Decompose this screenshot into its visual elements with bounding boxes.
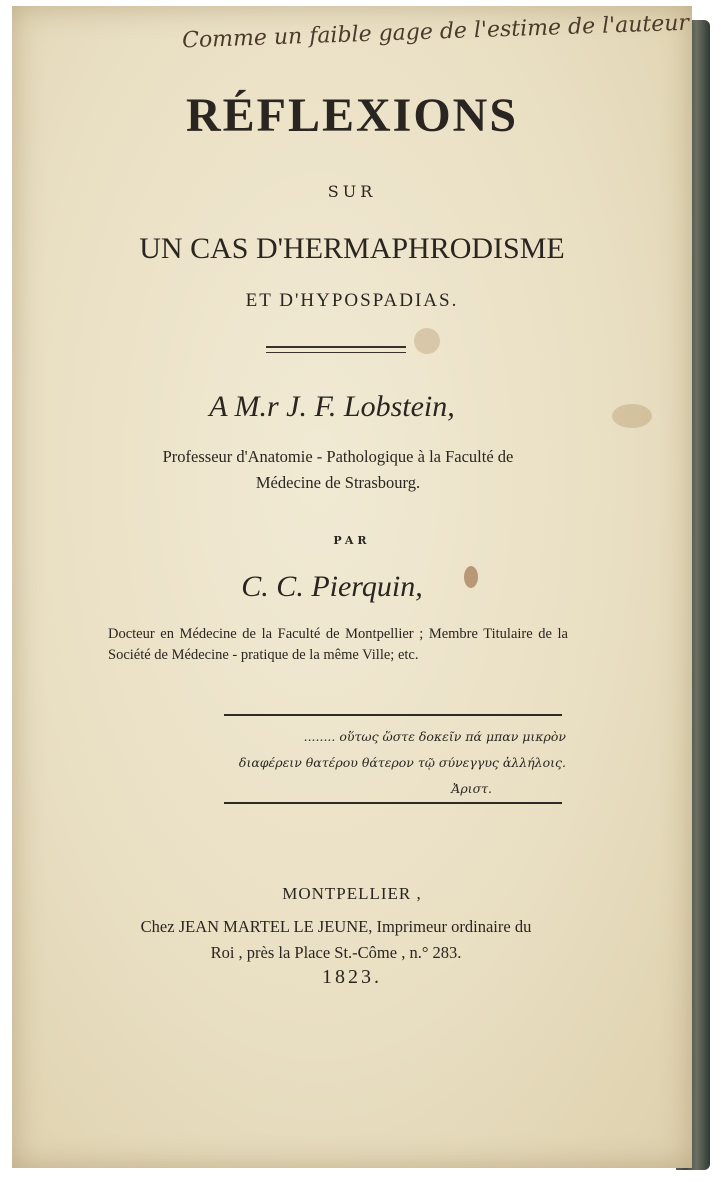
handwritten-inscription: Comme un faible gage de l'estime de l'auteur xyxy=(181,10,690,54)
dedication-line-1: Professeur d'Anatomie - Pathologique à la Faculté de xyxy=(162,447,514,466)
subtitle-line-2: ET D'HYPOSPADIAS. xyxy=(245,290,459,311)
dedication-text xyxy=(108,444,568,496)
dedication-line-2: Médecine de Strasbourg. xyxy=(255,473,421,492)
ornamental-rule xyxy=(266,346,406,353)
epigraph-rule-bottom xyxy=(224,802,562,804)
author-description: Docteur en Médecine de la Faculté de Montpellier ; Membre Titulaire de la Société de Médecine - pratique de la même Ville; etc. xyxy=(108,626,568,663)
printer-line-1: Chez JEAN MARTEL LE JEUNE, Imprimeur ordinaire du xyxy=(140,917,532,936)
epigraph-rule-top xyxy=(224,714,562,716)
foxing-spot xyxy=(414,328,440,354)
epigraph-line-1: ........ οὕτως ὥστε δοκεῖν πά μπαν μικρὸν xyxy=(303,729,566,744)
subtitle-line-1: UN CAS D'HERMAPHRODISME xyxy=(139,232,565,265)
by-label: PAR xyxy=(333,534,371,547)
title-connector: SUR xyxy=(327,182,377,201)
publication-year: 1823. xyxy=(322,966,382,988)
title-page xyxy=(12,6,692,1168)
epigraph-line-2: διαφέρειν θατέρου θάτερον τῷ σύνεγγυς ἀλλήλοις. xyxy=(238,755,566,770)
epigraph-attribution: Ἀριστ. xyxy=(451,781,492,796)
epigraph xyxy=(226,724,566,802)
publication-place: MONTPELLIER , xyxy=(282,884,422,903)
printer-line-2: Roi , près la Place St.-Côme , n.° 283. xyxy=(210,943,462,962)
book-title: RÉFLEXIONS xyxy=(185,89,519,142)
author-name: C. C. Pierquin, xyxy=(241,570,423,603)
printer-imprint xyxy=(108,914,564,966)
dedicatee: A M.r J. F. Lobstein, xyxy=(209,390,455,423)
